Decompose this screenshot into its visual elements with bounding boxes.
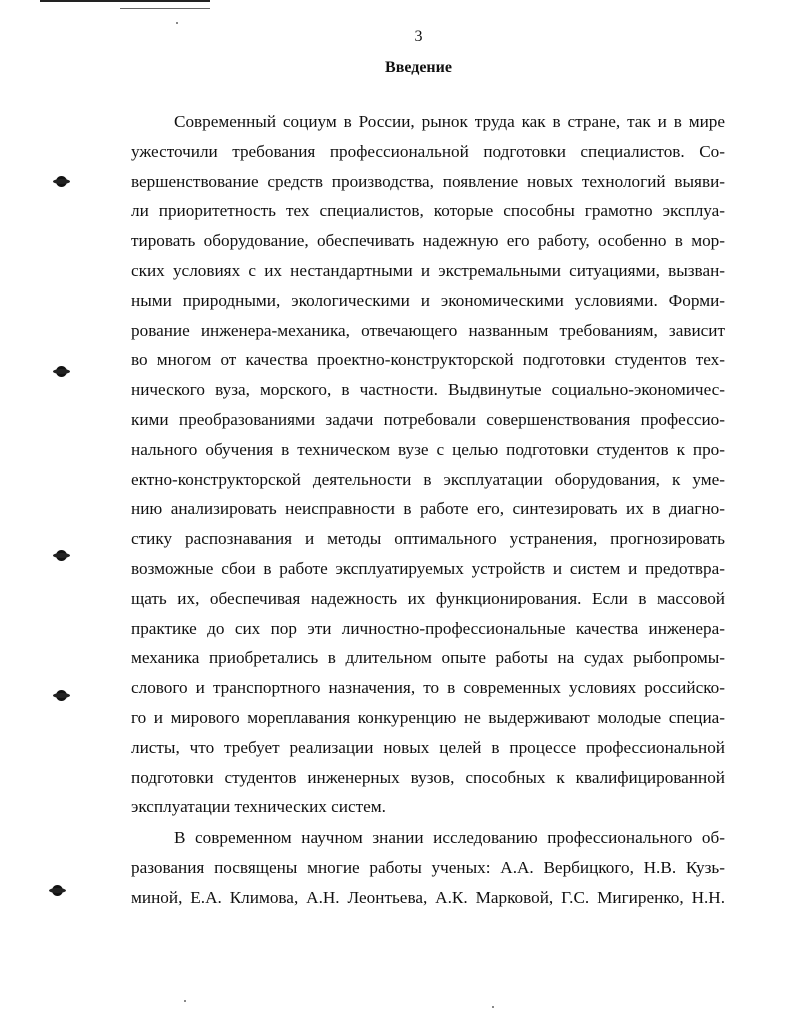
text-line: механика приобретались в длительном опыте работы на судах рыбопромы-: [131, 648, 725, 668]
text-line: вершенствование средств производства, появление новых технологий выяви-: [131, 171, 725, 191]
binder-hole-mark: [52, 885, 63, 896]
section-heading: Введение: [385, 59, 452, 76]
text-line: стику распознавания и методы оптимального устранения, прогнозировать: [131, 529, 725, 549]
scan-artifact-line: [120, 8, 210, 9]
text-line: ными природными, экологическими и экономическими условиями. Форми-: [131, 290, 725, 310]
text-line: кими преобразованиями задачи потребовали совершенствования профессио-: [131, 409, 725, 429]
text-line: практике до сих пор эти личностно-профессиональные качества инженера-: [131, 618, 725, 638]
text-line: разования посвящены многие работы ученых: А.А. Вербицкого, Н.В. Кузь-: [131, 857, 725, 877]
paragraph-introduction: [131, 107, 725, 822]
binder-hole-mark: [56, 366, 67, 377]
text-line: во многом от качества проектно-конструкторской подготовки студентов тех-: [131, 350, 725, 370]
text-line: миной, Е.А. Климова, А.Н. Леонтьева, А.К. Марковой, Г.С. Мигиренко, Н.Н.: [131, 887, 725, 907]
scan-speck: [492, 1006, 494, 1008]
text-line: слового и транспортного назначения, то в современных условиях российско-: [131, 678, 725, 698]
paragraph-literature: [131, 823, 725, 912]
text-line: щать их, обеспечивая надежность их функционирования. Если в массовой: [131, 588, 725, 608]
text-line: эксплуатации технических систем.: [131, 797, 386, 817]
text-line: В современном научном знании исследованию профессионального об-: [174, 828, 725, 847]
text-line: ских условиях с их нестандартными и экстремальными ситуациями, вызван-: [131, 260, 725, 280]
text-line: подготовки студентов инженерных вузов, способных к квалифицированной: [131, 767, 725, 787]
text-line: нального обучения в техническом вузе с целью подготовки студентов к про-: [131, 439, 725, 459]
text-line: го и мирового мореплавания конкуренцию не выдерживают молодые специа-: [131, 707, 725, 727]
text-line: рование инженера-механика, отвечающего названным требованиям, зависит: [131, 320, 725, 340]
page-number: 3: [414, 28, 423, 45]
text-line: тировать оборудование, обеспечивать надежную его работу, особенно в мор-: [131, 231, 725, 251]
scan-speck: [176, 22, 178, 24]
binder-hole-mark: [56, 550, 67, 561]
text-line: нию анализировать неисправности в работе его, синтезировать их в диагно-: [131, 499, 725, 519]
text-line: возможные сбои в работе эксплуатируемых устройств и систем и предотвра-: [131, 558, 725, 578]
text-line: листы, что требует реализации новых целей в процессе профессиональной: [131, 737, 725, 757]
text-line: ектно-конструкторской деятельности в эксплуатации оборудования, к уме-: [131, 469, 725, 489]
text-line: Современный социум в России, рынок труда как в стране, так и в мире: [174, 112, 725, 131]
scan-artifact-line: [40, 0, 210, 2]
text-line: ужесточили требования профессиональной подготовки специалистов. Со-: [131, 141, 725, 161]
binder-hole-mark: [56, 690, 67, 701]
text-line: ли приоритетность тех специалистов, которые способны грамотно эксплуа-: [131, 201, 725, 221]
scan-speck: [184, 1000, 186, 1002]
text-line: нического вуза, морского, в частности. Выдвинутые социально-экономичес-: [131, 380, 725, 400]
binder-hole-mark: [56, 176, 67, 187]
